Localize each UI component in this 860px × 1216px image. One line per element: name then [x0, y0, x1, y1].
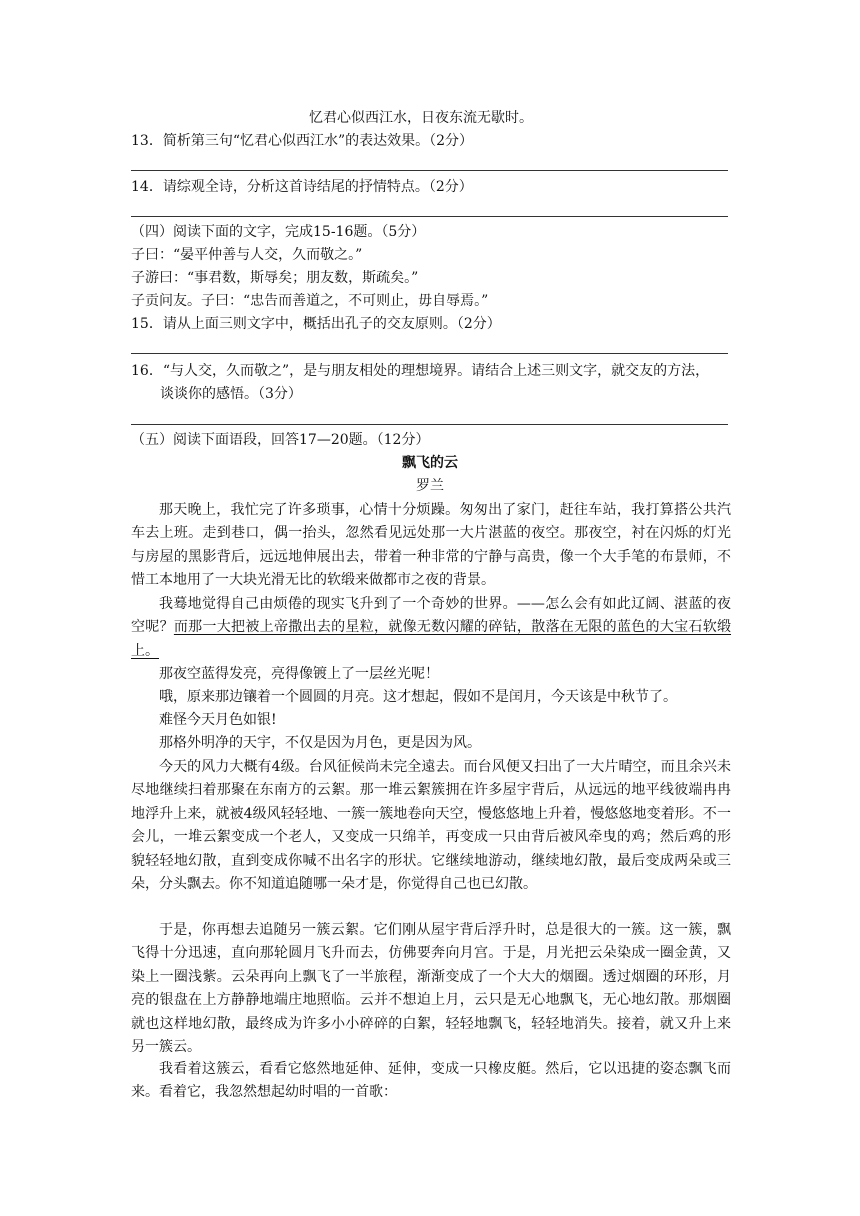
essay-paragraph-4: 哦，原来那边镶着一个圆圆的月亮。这才想起，假如不是闰月，今天该是中秋节了。: [159, 689, 677, 705]
question-16-line-2: 谈谈你的感悟。（3分）: [160, 386, 302, 402]
essay-paragraph-1: 那天晚上，我忙完了许多琐事，心情十分烦躁。匆匆出了家门，赶往车站，我打算搭公共汽车去上班。走到巷口，偶一抬头，忽然看见远处那一大片湛蓝的夜空。那夜空，衬在闪烁的灯光与房屋的黑影背后，远远地伸展出去，带着一种非常的宁静与高贵，像一个大手笔的布景师，不惜工本地用了一大块光滑无比的软缎来做都市之夜的背景。: [131, 502, 731, 589]
essay-author: 罗兰: [416, 478, 444, 494]
essay-paragraph-9: 我看着这簇云，看看它悠然地延伸、延伸，变成一只橡皮艇。然后，它以迅捷的姿态飘飞而来。看着它，我忽然想起幼时唱的一首歌：: [131, 1061, 731, 1101]
essay-paragraph-7: 今天的风力大概有4级。台风征候尚未完全遠去。而台风便又扫出了一大片晴空，而且余兴未尽地继续扫着那聚在东南方的云絮。那一堆云絮簇拥在许多屋宇背后，从远远的地平线彼端冉冉地浮升上来，就被4级风轻轻地、一簇一簇地卷向天空，慢悠悠地上升着，慢悠悠地变着形。不一会儿，一堆云絮变成一个老人，又变成一只绵羊，再变成一只由背后被风牵曳的鸡；然后鸡的形貌轻轻地幻散，直到变成你喊不出名字的形状。它继续地游动，继续地幻散，最后变成两朵或三朵，分头飘去。你不知道追随哪一朵才是，你觉得自己也已幻散。: [131, 759, 731, 893]
answer-line-16: [131, 424, 728, 425]
question-13: 13．简析第三句“忆君心似西江水”的表达效果。（2分）: [131, 133, 474, 149]
essay-paragraph-3: 那夜空蓝得发亮，亮得像镀上了一层丝光呢！: [159, 666, 439, 682]
essay-paragraph-6: 那格外明净的天宇，不仅是因为月色，更是因为风。: [159, 735, 481, 751]
section-4-heading: （四）阅读下面的文字，完成15-16题。（5分）: [131, 224, 426, 240]
essay-title: 飘飞的云: [402, 455, 458, 471]
question-16-line-1: 16．“与人交，久而敬之”，是与朋友相处的理想境界。请结合上述三则文字，就交友的方法，: [131, 363, 710, 379]
section-5-heading: （五）阅读下面语段，回答17—20题。（12分）: [131, 432, 430, 448]
essay-paragraph-2: [131, 593, 731, 663]
essay-paragraph-8: 于是，你再想去追随另一簇云絮。它们刚从屋宇背后浮升时，总是很大的一簇。这一簇，飘飞得十分迅速，直向那轮圆月飞升而去，仿佛要奔向月宫。于是，月光把云朵染成一圈金黄，又染上一圈浅紫。云朵再向上飘飞了一半旅程，渐渐变成了一个大大的烟圈。透过烟圈的环形，月亮的银盘在上方静静地端庄地照临。云并不想迫上月，云只是无心地飘飞，无心地幻散。那烟圈就也这样地幻散，最终成为许多小小碎碎的白絮，轻轻地飘飞，轻轻地消失。接着，就又升上来另一簇云。: [131, 922, 731, 1056]
analects-quote-3: 子贡问友。子曰：“忠告而善道之，不可则止，毋自辱焉。”: [131, 293, 489, 309]
answer-line-15: [131, 353, 728, 354]
answer-line-13: [131, 170, 728, 171]
underlined-sentence: 而那一大把被上帝撒出去的星粒，就像无数闪耀的碎钻，散落在无限的蓝色的大宝石软缎上。: [131, 619, 732, 659]
analects-quote-1: 子曰：“晏平仲善与人交，久而敬之。”: [131, 247, 363, 263]
analects-quote-2: 子游曰：“事君数，斯辱矣；朋友数，斯疏矣。”: [131, 270, 419, 286]
essay-paragraph-5: 难怪今天月色如银!: [159, 712, 277, 728]
question-15: 15．请从上面三则文字中，概括出孔子的交友原则。（2分）: [131, 316, 501, 332]
answer-line-14: [131, 216, 728, 217]
poem-line: 忆君心似西江水，日夜东流无歇时。: [309, 110, 533, 126]
paragraph-2-text: 我蓦地觉得自己由烦倦的现实飞升到了一个奇妙的世界。——怎么会有如此辽阔、湛蓝的夜空呢？: [131, 596, 731, 636]
question-14: 14．请综观全诗，分析这首诗结尾的抒情特点。（2分）: [131, 179, 473, 195]
